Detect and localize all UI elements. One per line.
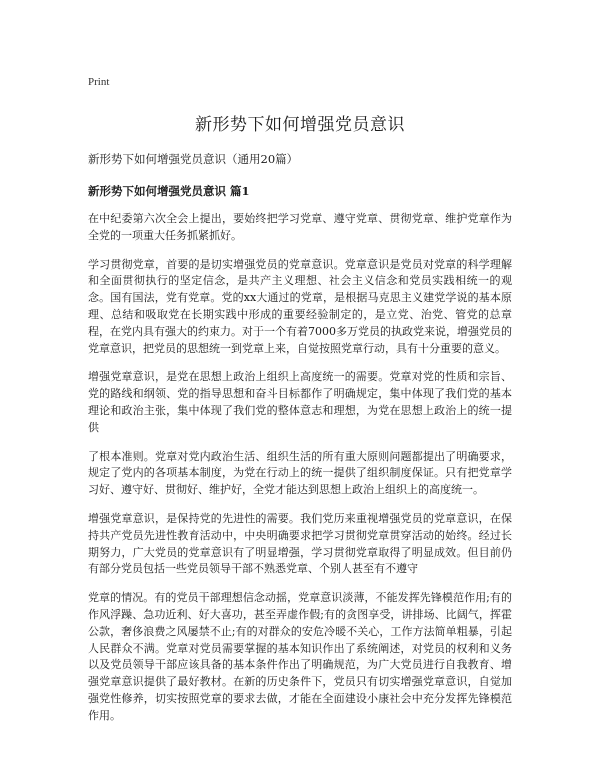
paragraph-2: 学习贯彻党章，首要的是切实增强党员的党章意识。党章意识是党员对党章的科学理解和全面贯彻执行的坚定信念，是共产主义理想、社会主义信念和党员实践相统一的观念。国有国法，党有党章。党的xx大通过的党章，是根据马克思主义建党学说的基本原理、总结和吸取党在长期实践中形成的重要经验制定的，是立党、治党、管党的总章程，在党内具有强大的约束力。对于一个有着7000多万党员的执政党来说，增强党员的党章意识，把党员的思想统一到党章上来，自觉按照党章行动，具有十分重要的意义。 <box>88 257 512 355</box>
section-heading: 新形势下如何增强党员意识 篇1 <box>88 184 250 198</box>
document-title: 新形势下如何增强党员意识 <box>195 115 405 135</box>
print-link[interactable]: Print <box>88 76 110 88</box>
document-subtitle: 新形势下如何增强党员意识（通用20篇） <box>88 152 299 166</box>
paragraph-3: 增强党章意识，是党在思想上政治上组织上高度统一的需要。党章对党的性质和宗旨、党的路线和纲领、党的指导思想和奋斗目标都作了明确规定，集中体现了我们党的基本理论和政治主张，集中体现了我们党的整体意志和理想，为党在思想上政治上的统一提供 <box>88 370 512 434</box>
paragraph-5: 增强党章意识，是保持党的先进性的需要。我们党历来重视增强党员的党章意识，在保持共产党员先进性教育活动中，中央明确要求把学习贯彻党章贯穿活动的始终。经过长期努力，广大党员的党章意识有了明显增强，学习贯彻党章取得了明显成效。但目前仍有部分党员包括一些党员领导干部不熟悉党章、个别人甚至有不遵守 <box>88 511 512 576</box>
paragraph-1: 在中纪委第六次全会上提出，要始终把学习党章、遵守党章、贯彻党章、维护党章作为全党的一项重大任务抓紧抓好。 <box>88 212 512 242</box>
paragraph-4: 了根本准则。党章对党内政治生活、组织生活的所有重大原则问题都提出了明确要求，规定了党内的各项基本制度，为党在行动上的统一提供了组织制度保证。只有把党章学习好、遵守好、贯彻好、维护好，全党才能达到思想上政治上组织上的高度统一。 <box>88 449 512 497</box>
paragraph-6: 党章的情况。有的党员干部理想信念动摇，党章意识淡薄，不能发挥先锋模范作用;有的作风浮躁、急功近利、好大喜功，甚至弄虚作假;有的贪图享受，讲排场、比阔气，挥霍公款，奢侈浪费之风屡禁不止;有的对群众的安危冷暖不关心，工作方法简单粗暴，引起人民群众不满。党章对党员需要掌握的基本知识作出了系统阐述，对党员的权利和义务以及党员领导干部应该具备的基本条件作出了明确规范，为广大党员进行自我教育、增强党章意识提供了最好教材。在新的历史条件下，党员只有切实增强党章意识，自觉加强党性修养，切实按照党章的要求去做，才能在全面建设小康社会中充分发挥先锋模范作用。 <box>88 591 512 722</box>
